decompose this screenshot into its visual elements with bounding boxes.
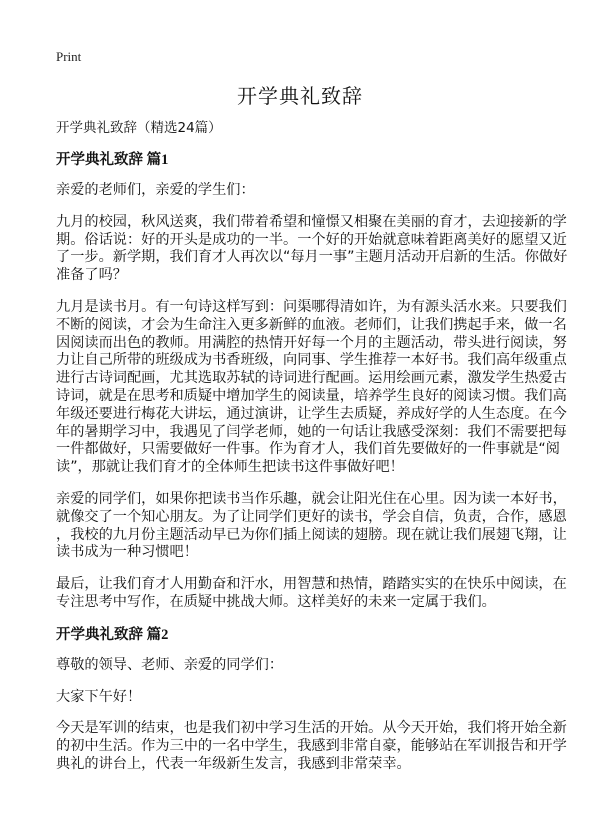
paragraph-line: 大家下午好！ — [56, 688, 142, 705]
paragraph-line: 亲爱的老师们，亲爱的学生们： — [56, 182, 255, 198]
subtitle: 开学典礼致辞（精选24篇） — [56, 120, 222, 136]
paragraph-line: 今天是军训的结束，也是我们初中学习生活的开始。从今天开始，我们将开始全新 — [56, 720, 567, 737]
paragraph-line: 的初中生活。作为三中的一名中学生，我感到非常自豪，能够站在军训报告和开学 — [56, 738, 567, 755]
paragraph-line: 一件都做好，只需要做好一件事。作为育才人，我们首先要做好的一件事就是“阅 — [56, 441, 560, 458]
paragraph-line: 年级还要进行梅花大讲坛，通过演讲，让学生去质疑，养成好学的人生态度。在今 — [56, 405, 567, 422]
paragraph — [56, 491, 566, 562]
section-heading: 开学典礼致辞 篇1 — [56, 152, 169, 168]
paragraph-line: 读”，那就让我们育才的全体师生把读书这件事做好吧！ — [56, 459, 404, 476]
page-title: 开学典礼致辞 — [237, 84, 363, 108]
paragraph — [56, 657, 566, 675]
paragraph-line: 力让自己所带的班级成为书香班级，向同事、学生推荐一本好书。我们高年级重点 — [56, 352, 567, 369]
paragraph-line: 亲爱的同学们，如果你把读书当作乐趣，就会让阳光住在心里。因为读一本好书， — [56, 490, 567, 507]
paragraph-line: 了一步。新学期，我们育才人再次以“每月一事”主题月活动开启新的生活。你做好 — [56, 249, 568, 266]
print-link[interactable]: Print — [56, 49, 82, 64]
paragraph-line: ，我校的九月份主题活动早已为你们插上阅读的翅膀。现在就让我们展翅飞翔，让 — [56, 526, 567, 543]
paragraph-line: 期。俗话说：好的开头是成功的一半。一个好的开始就意味着距离美好的愿望又近 — [56, 231, 567, 248]
paragraph-line: 不断的阅读，才会为生命注入更多新鲜的血液。老师们，让我们携起手来，做一名 — [56, 316, 567, 333]
paragraph — [56, 299, 566, 477]
paragraph-line: 进行古诗词配画，尤其选取苏轼的诗词进行配画。运用绘画元素，激发学生热爱古 — [56, 370, 567, 387]
paragraph-line: 因阅读而出色的教师。用满腔的热情开好每一个月的主题活动，带头进行阅读，努 — [56, 334, 567, 351]
paragraph-line: 就像交了一个知心朋友。为了让同学们更好的读书，学会自信，负责，合作，感恩 — [56, 508, 567, 525]
paragraph-line: 专注思考中写作，在质疑中挑战大师。这样美好的未来一定属于我们。 — [56, 593, 496, 610]
paragraph-line: 九月是读书月。有一句诗这样写到：问渠哪得清如许，为有源头活水来。只要我们 — [56, 298, 567, 315]
paragraph-line: 年的暑期学习中，我遇见了闫学老师，她的一句话让我感受深刻：我们不需要把每 — [56, 423, 567, 440]
paragraph — [56, 576, 566, 612]
paragraph — [56, 214, 566, 285]
paragraph-line: 诗词，就是在思考和质疑中增加学生的阅读量，培养学生良好的阅读习惯。我们高 — [56, 387, 567, 404]
paragraph — [56, 720, 566, 773]
paragraph-line: 尊敬的领导、老师、亲爱的同学们： — [56, 656, 284, 673]
paragraph-line: 准备了吗？ — [56, 267, 127, 284]
paragraph — [56, 689, 566, 707]
paragraph-line: 典礼的讲台上，代表一年级新生发言，我感到非常荣幸。 — [56, 755, 411, 772]
paragraph-line: 读书成为一种习惯吧！ — [56, 544, 198, 561]
document-body — [56, 119, 566, 788]
paragraph-line: 九月的校园，秋风送爽，我们带着希望和憧憬又相聚在美丽的育才，去迎接新的学 — [56, 213, 567, 230]
section-heading: 开学典礼致辞 篇2 — [56, 626, 169, 643]
paragraph-line: 最后，让我们育才人用勤奋和汗水，用智慧和热情，踏踏实实的在快乐中阅读，在 — [56, 576, 567, 593]
paragraph — [56, 182, 566, 200]
